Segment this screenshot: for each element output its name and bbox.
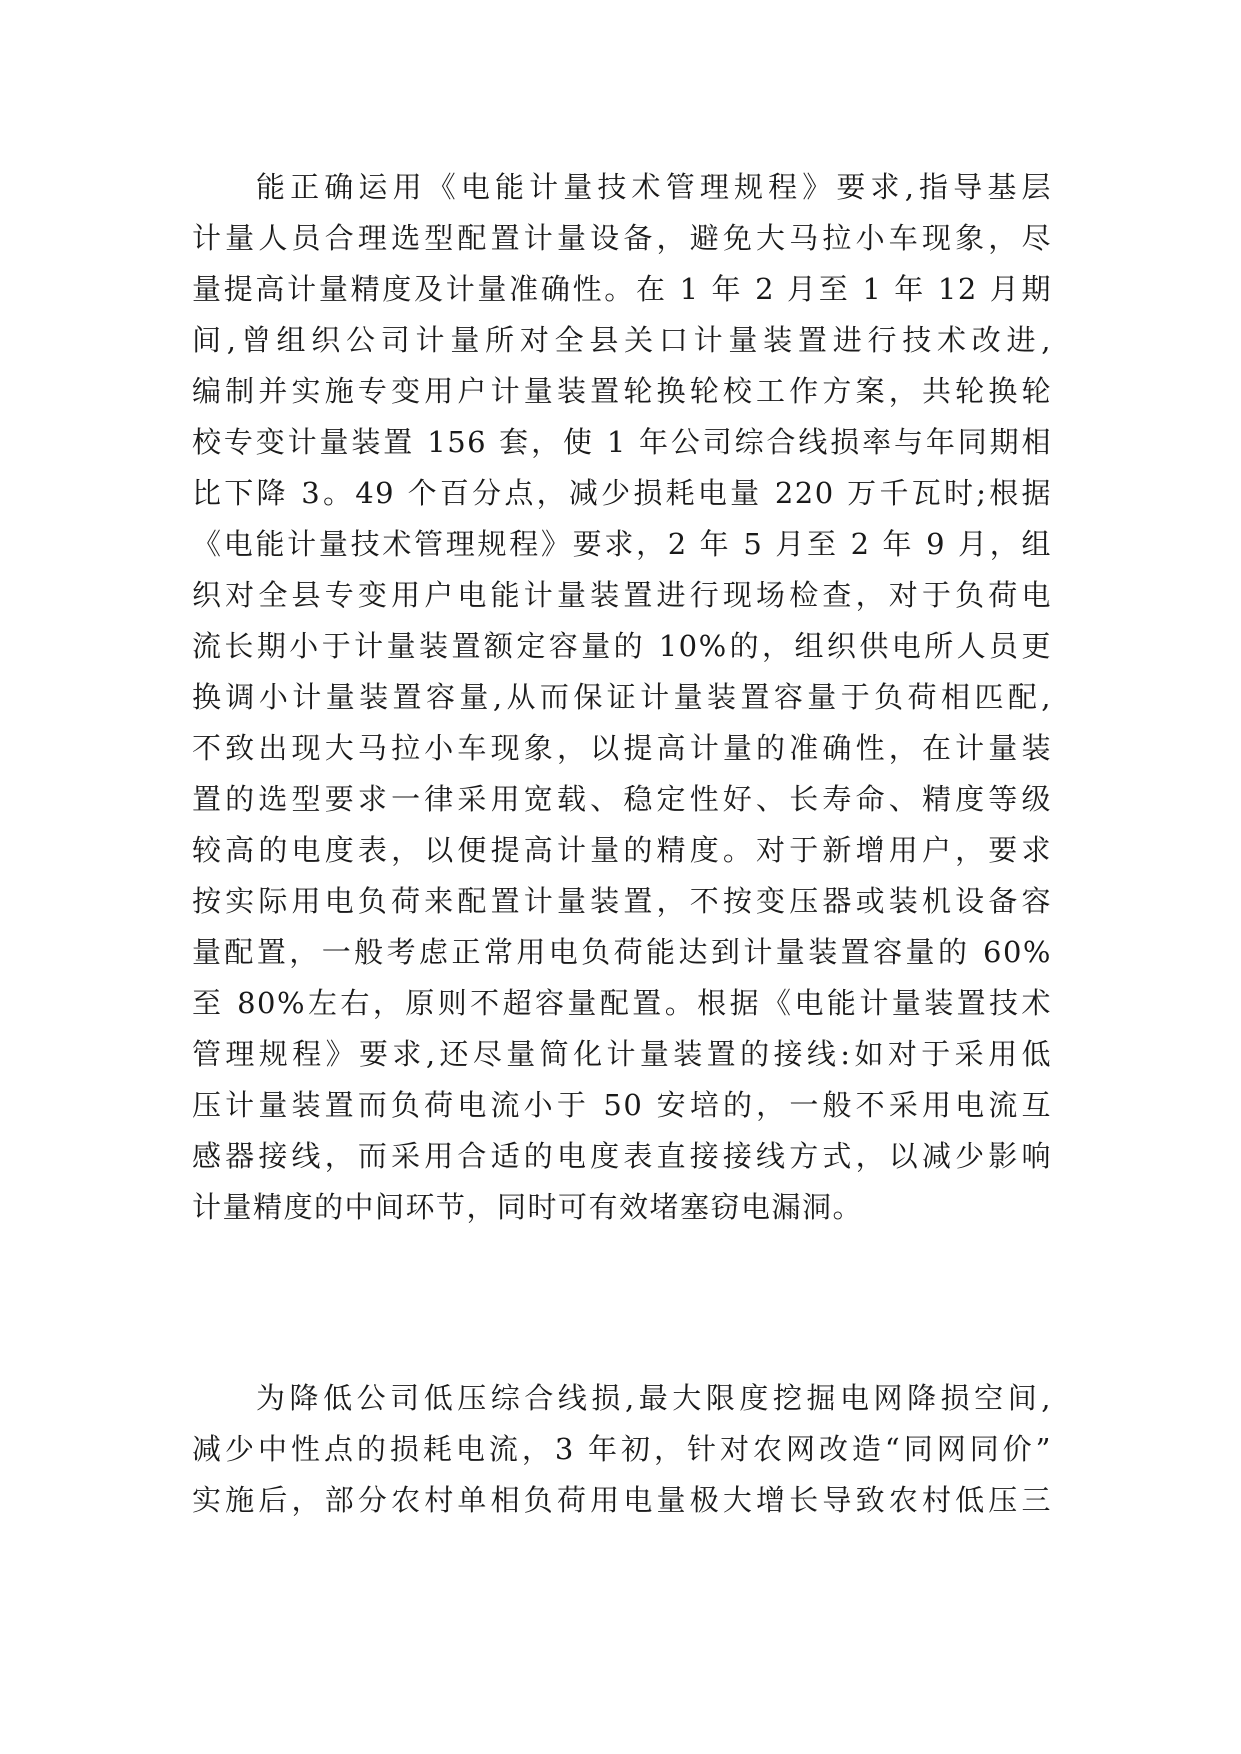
- paragraph-line: 换调小计量装置容量,从而保证计量装置容量于负荷相匹配,: [192, 680, 1052, 714]
- paragraph-line: 量配置，一般考虑正常用电负荷能达到计量装置容量的 60%: [192, 935, 1052, 969]
- paragraph-line: 计量精度的中间环节，同时可有效堵塞窃电漏洞。: [192, 1190, 864, 1224]
- paragraph-line: 管理规程》要求,还尽量简化计量装置的接线:如对于采用低: [192, 1037, 1052, 1071]
- paragraph-line: 《电能计量技术管理规程》要求，2 年 5 月至 2 年 9 月，组: [192, 527, 1052, 561]
- paragraph-line: 比下降 3。49 个百分点，减少损耗电量 220 万千瓦时;根据: [192, 476, 1052, 510]
- paragraph-line: 织对全县专变用户电能计量装置进行现场检查，对于负荷电: [192, 578, 1052, 612]
- paragraph-line-loss: [192, 1373, 1052, 1526]
- paragraph-line: 压计量装置而负荷电流小于 50 安培的，一般不采用电流互: [192, 1088, 1052, 1122]
- paragraph-line: 较高的电度表，以便提高计量的精度。对于新增用户，要求: [192, 833, 1052, 867]
- paragraph-line: 实施后，部分农村单相负荷用电量极大增长导致农村低压三: [192, 1483, 1052, 1517]
- paragraph-line: 按实际用电负荷来配置计量装置，不按变压器或装机设备容: [192, 884, 1052, 918]
- paragraph-line: 编制并实施专变用户计量装置轮换轮校工作方案，共轮换轮: [192, 374, 1052, 408]
- paragraph-line: 流长期小于计量装置额定容量的 10%的，组织供电所人员更: [192, 629, 1052, 663]
- paragraph-line: 不致出现大马拉小车现象，以提高计量的准确性，在计量装: [192, 731, 1052, 765]
- paragraph-line: 减少中性点的损耗电流，3 年初，针对农网改造“同网同价”: [192, 1432, 1052, 1466]
- paragraph-metering: [192, 162, 1052, 1233]
- paragraph-line: 感器接线，而采用合适的电度表直接接线方式，以减少影响: [192, 1139, 1052, 1173]
- paragraph-line: 至 80%左右，原则不超容量配置。根据《电能计量装置技术: [192, 986, 1052, 1020]
- paragraph-line: 置的选型要求一律采用宽载、稳定性好、长寿命、精度等级: [192, 782, 1052, 816]
- paragraph-line: 为降低公司低压综合线损,最大限度挖掘电网降损空间,: [256, 1381, 1052, 1415]
- paragraph-line: 量提高计量精度及计量准确性。在 1 年 2 月至 1 年 12 月期: [192, 272, 1052, 306]
- paragraph-line: 间,曾组织公司计量所对全县关口计量装置进行技术改进,: [192, 323, 1052, 357]
- paragraph-line: 计量人员合理选型配置计量设备，避免大马拉小车现象，尽: [192, 221, 1052, 255]
- paragraph-line: 能正确运用《电能计量技术管理规程》要求,指导基层: [256, 170, 1052, 204]
- paragraph-line: 校专变计量装置 156 套，使 1 年公司综合线损率与年同期相: [192, 425, 1052, 459]
